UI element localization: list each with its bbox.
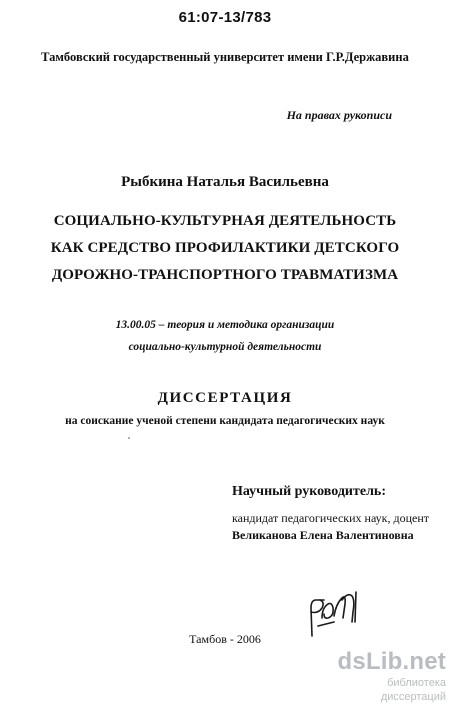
watermark-logo: dsLib.net xyxy=(337,648,446,675)
supervisor-name: Великанова Елена Валентиновна xyxy=(232,528,414,542)
supervisor-heading: Научный руководитель: xyxy=(232,484,386,499)
watermark-subtitle: библиотека диссертаций xyxy=(380,677,446,703)
specialty-line-2: социально-культурной деятельности xyxy=(128,341,322,353)
handwritten-signature xyxy=(298,578,368,638)
document-type: ДИССЕРТАЦИЯ xyxy=(157,390,293,406)
degree-statement: на соискание ученой степени кандидата педагогических наук xyxy=(65,415,385,427)
thesis-title-line-3: ДОРОЖНО-ТРАНСПОРТНОГО ТРАВМАТИЗМА xyxy=(51,267,399,283)
thesis-title-line-2: КАК СРЕДСТВО ПРОФИЛАКТИКИ ДЕТСКОГО xyxy=(50,240,400,256)
scan-speck xyxy=(128,437,130,439)
rights-note: На правах рукописи xyxy=(286,108,392,122)
archive-code: 61:07-13/783 xyxy=(178,9,272,26)
supervisor-rank: кандидат педагогических наук, доцент xyxy=(232,511,430,525)
author-name: Рыбкина Наталья Васильевна xyxy=(121,174,329,190)
university-name: Тамбовский государственный университет имени Г.Р.Державина xyxy=(41,50,409,64)
thesis-title-line-1: СОЦИАЛЬНО-КУЛЬТУРНАЯ ДЕЯТЕЛЬНОСТЬ xyxy=(53,213,397,229)
specialty-line-1: 13.00.05 – теория и методика организации xyxy=(115,319,335,331)
city-year: Тамбов - 2006 xyxy=(189,632,261,646)
site-watermark xyxy=(322,648,446,704)
